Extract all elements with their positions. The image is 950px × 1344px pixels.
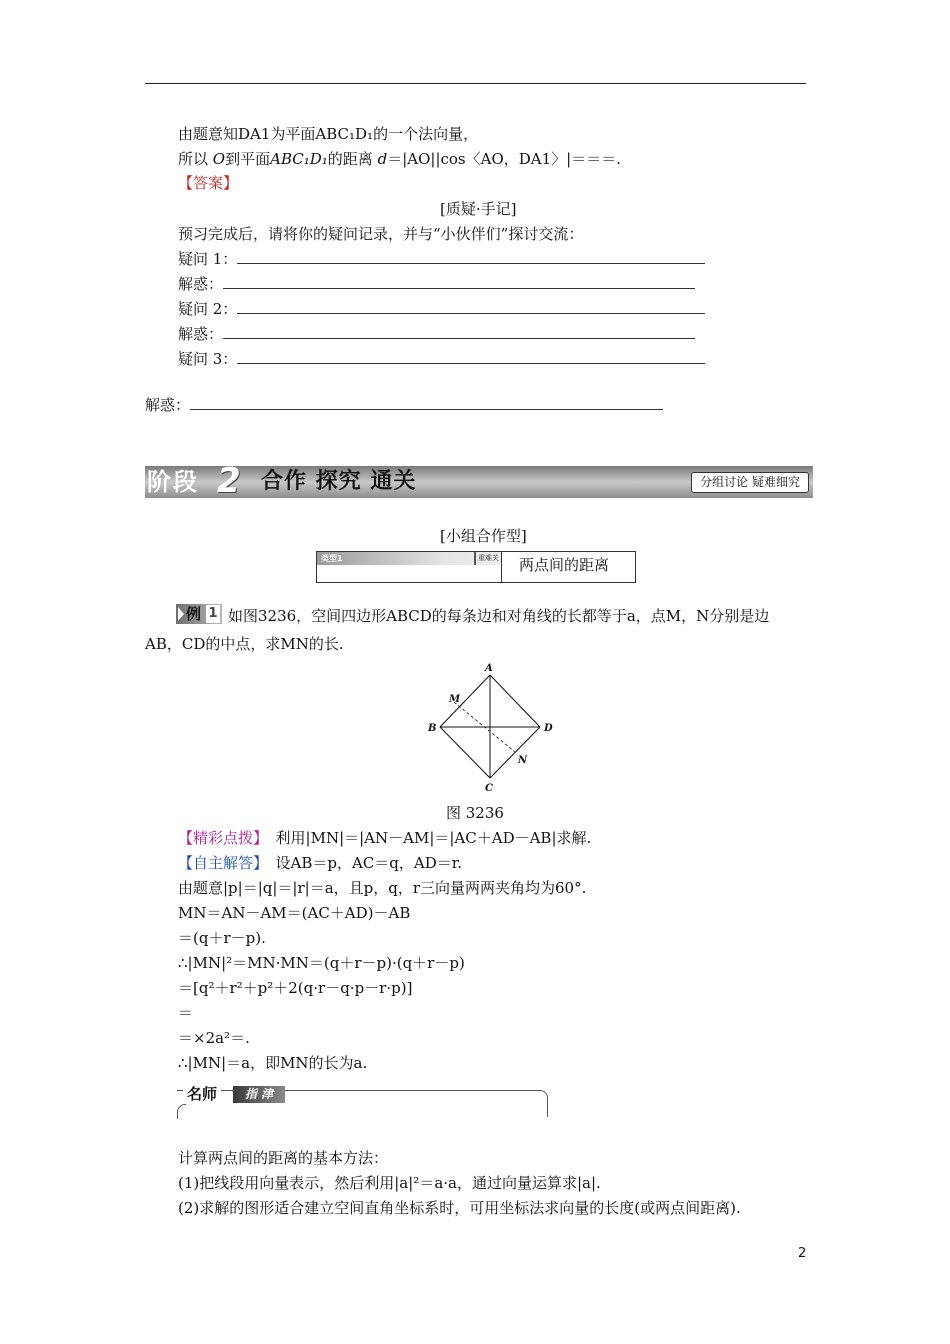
guide-tag: 指 津 — [233, 1086, 285, 1103]
question-3 — [178, 349, 705, 369]
question-label: 疑问 2： — [178, 300, 238, 318]
stage-title: 合作 探究 通关 — [261, 469, 417, 494]
stage-tag: 分组讨论 疑难细究 — [691, 472, 809, 493]
plane-name: ABC₁D₁ — [270, 150, 328, 168]
type-topic: 两点间的距离 — [519, 556, 610, 574]
label-d: D — [544, 723, 553, 734]
label-a: A — [485, 663, 493, 674]
solution-line: ＝(q＋r－p). — [178, 929, 266, 947]
question-2 — [178, 299, 705, 319]
answer-blank[interactable] — [190, 396, 663, 410]
question-1 — [178, 249, 705, 269]
type-label: 类型1 — [321, 554, 343, 563]
stage-label: 阶段 — [147, 468, 199, 496]
solution-line: ＝×2a²＝. — [178, 1029, 250, 1047]
guide-frame-left — [177, 1104, 186, 1119]
self-solve-line — [178, 853, 462, 873]
text-span: 的距离 — [327, 150, 373, 168]
edge-ad — [490, 675, 540, 727]
text-line: 由题意知DA1为平面ABC₁D₁的一个法向量， — [178, 125, 479, 143]
type-side: 重难关 — [474, 552, 499, 565]
method-item: (1)把线段用向量表示，然后利用|a|²＝a·a，通过向量运算求|a|. — [178, 1174, 601, 1192]
example-number: 1 — [206, 605, 220, 623]
teacher-guide-box — [177, 1084, 549, 1118]
hint-line — [178, 828, 591, 848]
edge-dc — [490, 727, 540, 778]
hint-text: 利用|MN|＝|AN－AM|＝|AC＋AD－AB|求解. — [275, 829, 592, 847]
label-b: B — [428, 723, 437, 734]
answer-blank[interactable] — [223, 325, 695, 339]
answer-2 — [178, 324, 695, 344]
answer-label: 解惑： — [178, 275, 224, 293]
guide-title: 名师 — [183, 1084, 221, 1104]
answer-blank[interactable] — [237, 350, 705, 364]
example-label: 例 — [186, 605, 202, 623]
example-text: AB，CD的中点，求MN的长. — [145, 635, 344, 653]
label-n: N — [518, 755, 528, 766]
tetrahedron-figure — [420, 660, 560, 800]
edge-ab — [440, 675, 490, 727]
solution-line: 由题意|p|＝|q|＝|r|＝a，且p，q，r三向量两两夹角均为60°. — [178, 879, 587, 897]
example-tag — [176, 604, 222, 624]
text-span: 到平面 — [225, 150, 271, 168]
label-m: M — [449, 694, 461, 705]
solution-line: MN＝AN－AM＝(AC＋AD)－AB — [178, 904, 411, 922]
text-span: 所以 — [178, 150, 209, 168]
distance-d: d — [377, 150, 388, 168]
method-item: (2)求解的图形适合建立空间直角坐标系时，可用坐标法求向量的长度(或两点间距离). — [178, 1199, 741, 1217]
method-title: 计算两点间的距离的基本方法： — [178, 1149, 389, 1167]
point-o: O — [212, 150, 226, 168]
text-line — [178, 149, 621, 169]
notes-intro: 预习完成后，请将你的疑问记录，并与“小伙伴们”探讨交流： — [178, 225, 584, 243]
top-rule — [145, 83, 806, 84]
answer-3 — [145, 395, 663, 415]
edge-bc — [440, 727, 490, 778]
formula: ＝|AO||cos〈AO，DA1〉|＝＝＝. — [387, 150, 621, 168]
page-number: 2 — [798, 1246, 807, 1261]
notes-heading: [质疑·手记] — [440, 200, 517, 218]
divider — [501, 552, 502, 582]
answer-label: 【答案】 — [178, 174, 239, 192]
type-box — [316, 551, 636, 583]
arrow-icon — [178, 607, 184, 621]
label-c: C — [485, 783, 493, 794]
question-label: 疑问 1： — [178, 250, 238, 268]
solution-line: ∴|MN|＝a，即MN的长为a. — [178, 1054, 368, 1072]
stage-number: 2 — [217, 461, 241, 501]
answer-1 — [178, 274, 695, 294]
answer-label: 解惑： — [145, 396, 191, 414]
answer-blank[interactable] — [237, 250, 705, 264]
stage-banner — [145, 461, 813, 501]
example-text: 如图3236，空间四边形ABCD的每条边和对角线的长都等于a，点M，N分别是边 — [228, 607, 770, 625]
solution-line: ＝ — [178, 1004, 194, 1022]
solution-line: ∴|MN|²＝MN·MN＝(q＋r－p)·(q＋r－p) — [178, 954, 465, 972]
hint-label: 【精彩点拨】 — [178, 829, 261, 847]
self-solve-label: 【自主解答】 — [178, 854, 261, 872]
figure-caption: 图 3236 — [446, 804, 504, 822]
question-label: 疑问 3： — [178, 350, 238, 368]
group-heading: [小组合作型] — [440, 527, 527, 545]
self-solve-text: 设AB＝p，AC＝q，AD＝r. — [275, 854, 463, 872]
answer-blank[interactable] — [223, 275, 695, 289]
answer-label: 解惑： — [178, 325, 224, 343]
answer-blank[interactable] — [237, 300, 705, 314]
type-label-bar — [317, 552, 501, 565]
solution-line: ＝[q²＋r²＋p²＋2(q·r－q·p－r·p)] — [178, 979, 413, 997]
